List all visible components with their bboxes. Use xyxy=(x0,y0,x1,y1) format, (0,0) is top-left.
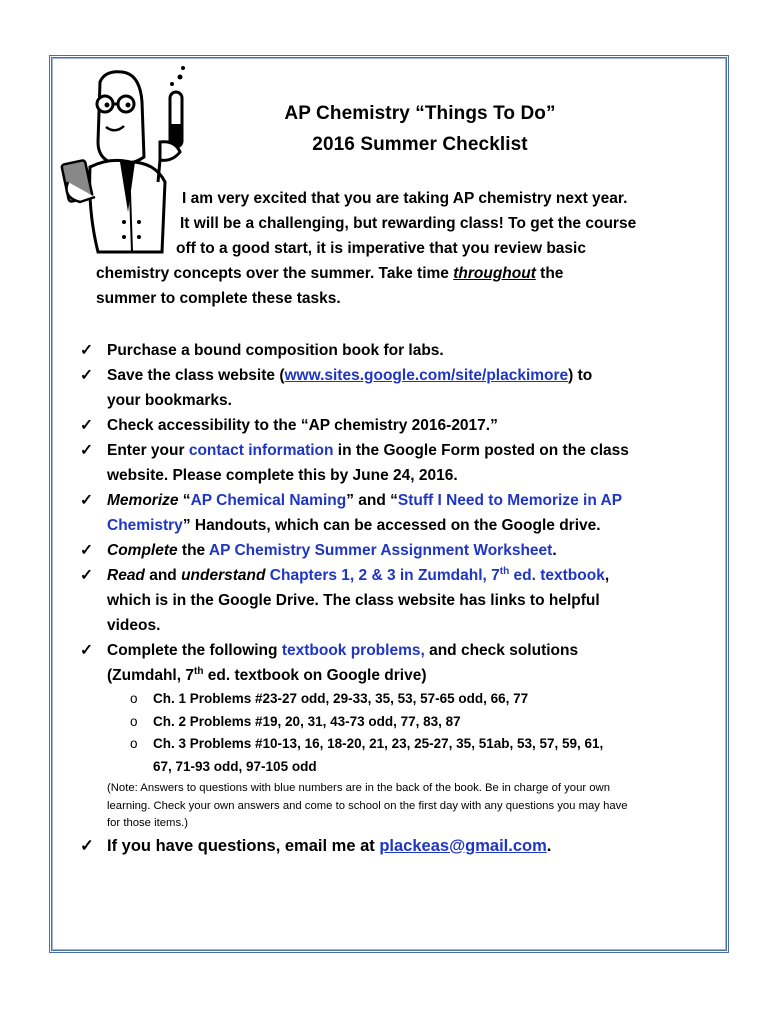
intro-line-4: chemistry concepts over the summer. Take time throughout the xyxy=(96,265,564,282)
checklist-item: ✓ Purchase a bound composition book for labs. xyxy=(80,338,700,363)
check-icon: ✓ xyxy=(80,417,93,434)
chemical-naming-link[interactable]: AP Chemical Naming xyxy=(190,492,347,509)
checklist-item: ✓ If you have questions, email me at plackeas@gmail.com. xyxy=(80,834,700,859)
page-title: AP Chemistry “Things To Do” xyxy=(284,103,556,124)
scientist-illustration xyxy=(60,62,200,262)
check-icon: ✓ xyxy=(80,642,93,659)
check-icon: ✓ xyxy=(80,542,93,559)
bullet-icon: o xyxy=(130,713,138,729)
note-text: (Note: Answers to questions with blue numbers are in the back of the book. Be in charge of your own learning. Check your own answers and come to school on the first day with any questions you may have for those items.) xyxy=(107,782,628,829)
class-website-link[interactable]: www.sites.google.com/site/plackimore xyxy=(284,367,569,384)
emphasis-throughout: throughout xyxy=(453,265,536,282)
checklist-item: ✓ Enter your contact information in the Google Form posted on the class website. Please complete this by June 24, 2016. xyxy=(80,438,700,488)
check-icon: ✓ xyxy=(80,567,93,584)
checklist-item: ✓ Complete the following textbook problems, and check solutions (Zumdahl, 7th ed. textbook on Google drive) xyxy=(80,638,700,688)
sub-item: o Ch. 1 Problems #23-27 odd, 29-33, 35, 53, 57-65 odd, 66, 77 xyxy=(80,688,700,711)
checklist-item: ✓ Check accessibility to the “AP chemistry 2016-2017.” xyxy=(80,413,700,438)
summer-worksheet-link[interactable]: AP Chemistry Summer Assignment Worksheet xyxy=(208,542,553,559)
page-subtitle: 2016 Summer Checklist xyxy=(312,134,528,155)
checklist-item: ✓ Read and understand Chapters 1, 2 & 3 in Zumdahl, 7th ed. textbook, which is in the Google Drive. The class website has links to helpful videos. xyxy=(80,563,700,638)
chapters-link[interactable]: Chapters 1, 2 & 3 in Zumdahl, 7th ed. textbook xyxy=(269,565,605,584)
contact-information-link[interactable]: contact information xyxy=(188,442,334,459)
bullet-icon: o xyxy=(130,691,138,706)
memorize-handout-link-cont[interactable]: Chemistry xyxy=(107,517,183,534)
memorize-handout-link[interactable]: Stuff I Need to Memorize in AP xyxy=(397,492,623,509)
bullet-icon: o xyxy=(130,736,138,751)
intro-line-1: I am very excited that you are taking AP chemistry next year. xyxy=(182,190,628,207)
intro-line-2: It will be a challenging, but rewarding class! To get the course xyxy=(180,215,637,232)
checklist-item: ✓ Memorize “AP Chemical Naming” and “Stuff I Need to Memorize in AP Chemistry” Handouts, which can be accessed on the Google drive. xyxy=(80,488,700,538)
checklist xyxy=(80,338,700,859)
checklist-item: ✓ Complete the AP Chemistry Summer Assignment Worksheet. xyxy=(80,538,700,563)
check-icon: ✓ xyxy=(80,442,93,459)
sub-item: o Ch. 3 Problems #10-13, 16, 18-20, 21, 23, 25-27, 35, 51ab, 53, 57, 59, 61, 67, 71-93 odd, 97-105 odd xyxy=(80,733,700,778)
check-icon: ✓ xyxy=(80,492,93,509)
email-link[interactable]: plackeas@gmail.com xyxy=(379,836,547,855)
sub-item: o Ch. 2 Problems #19, 20, 31, 43-73 odd, 77, 83, 87 xyxy=(80,711,700,734)
check-icon: ✓ xyxy=(80,342,93,359)
intro-line-3: off to a good start, it is imperative that you review basic xyxy=(176,240,586,257)
intro-line-5: summer to complete these tasks. xyxy=(96,290,341,307)
check-icon: ✓ xyxy=(80,367,93,384)
checklist-item: ✓ Save the class website (www.sites.google.com/site/plackimore) to your bookmarks. xyxy=(80,363,700,413)
textbook-problems-link[interactable]: textbook problems, xyxy=(281,642,425,659)
check-icon: ✓ xyxy=(80,836,94,855)
